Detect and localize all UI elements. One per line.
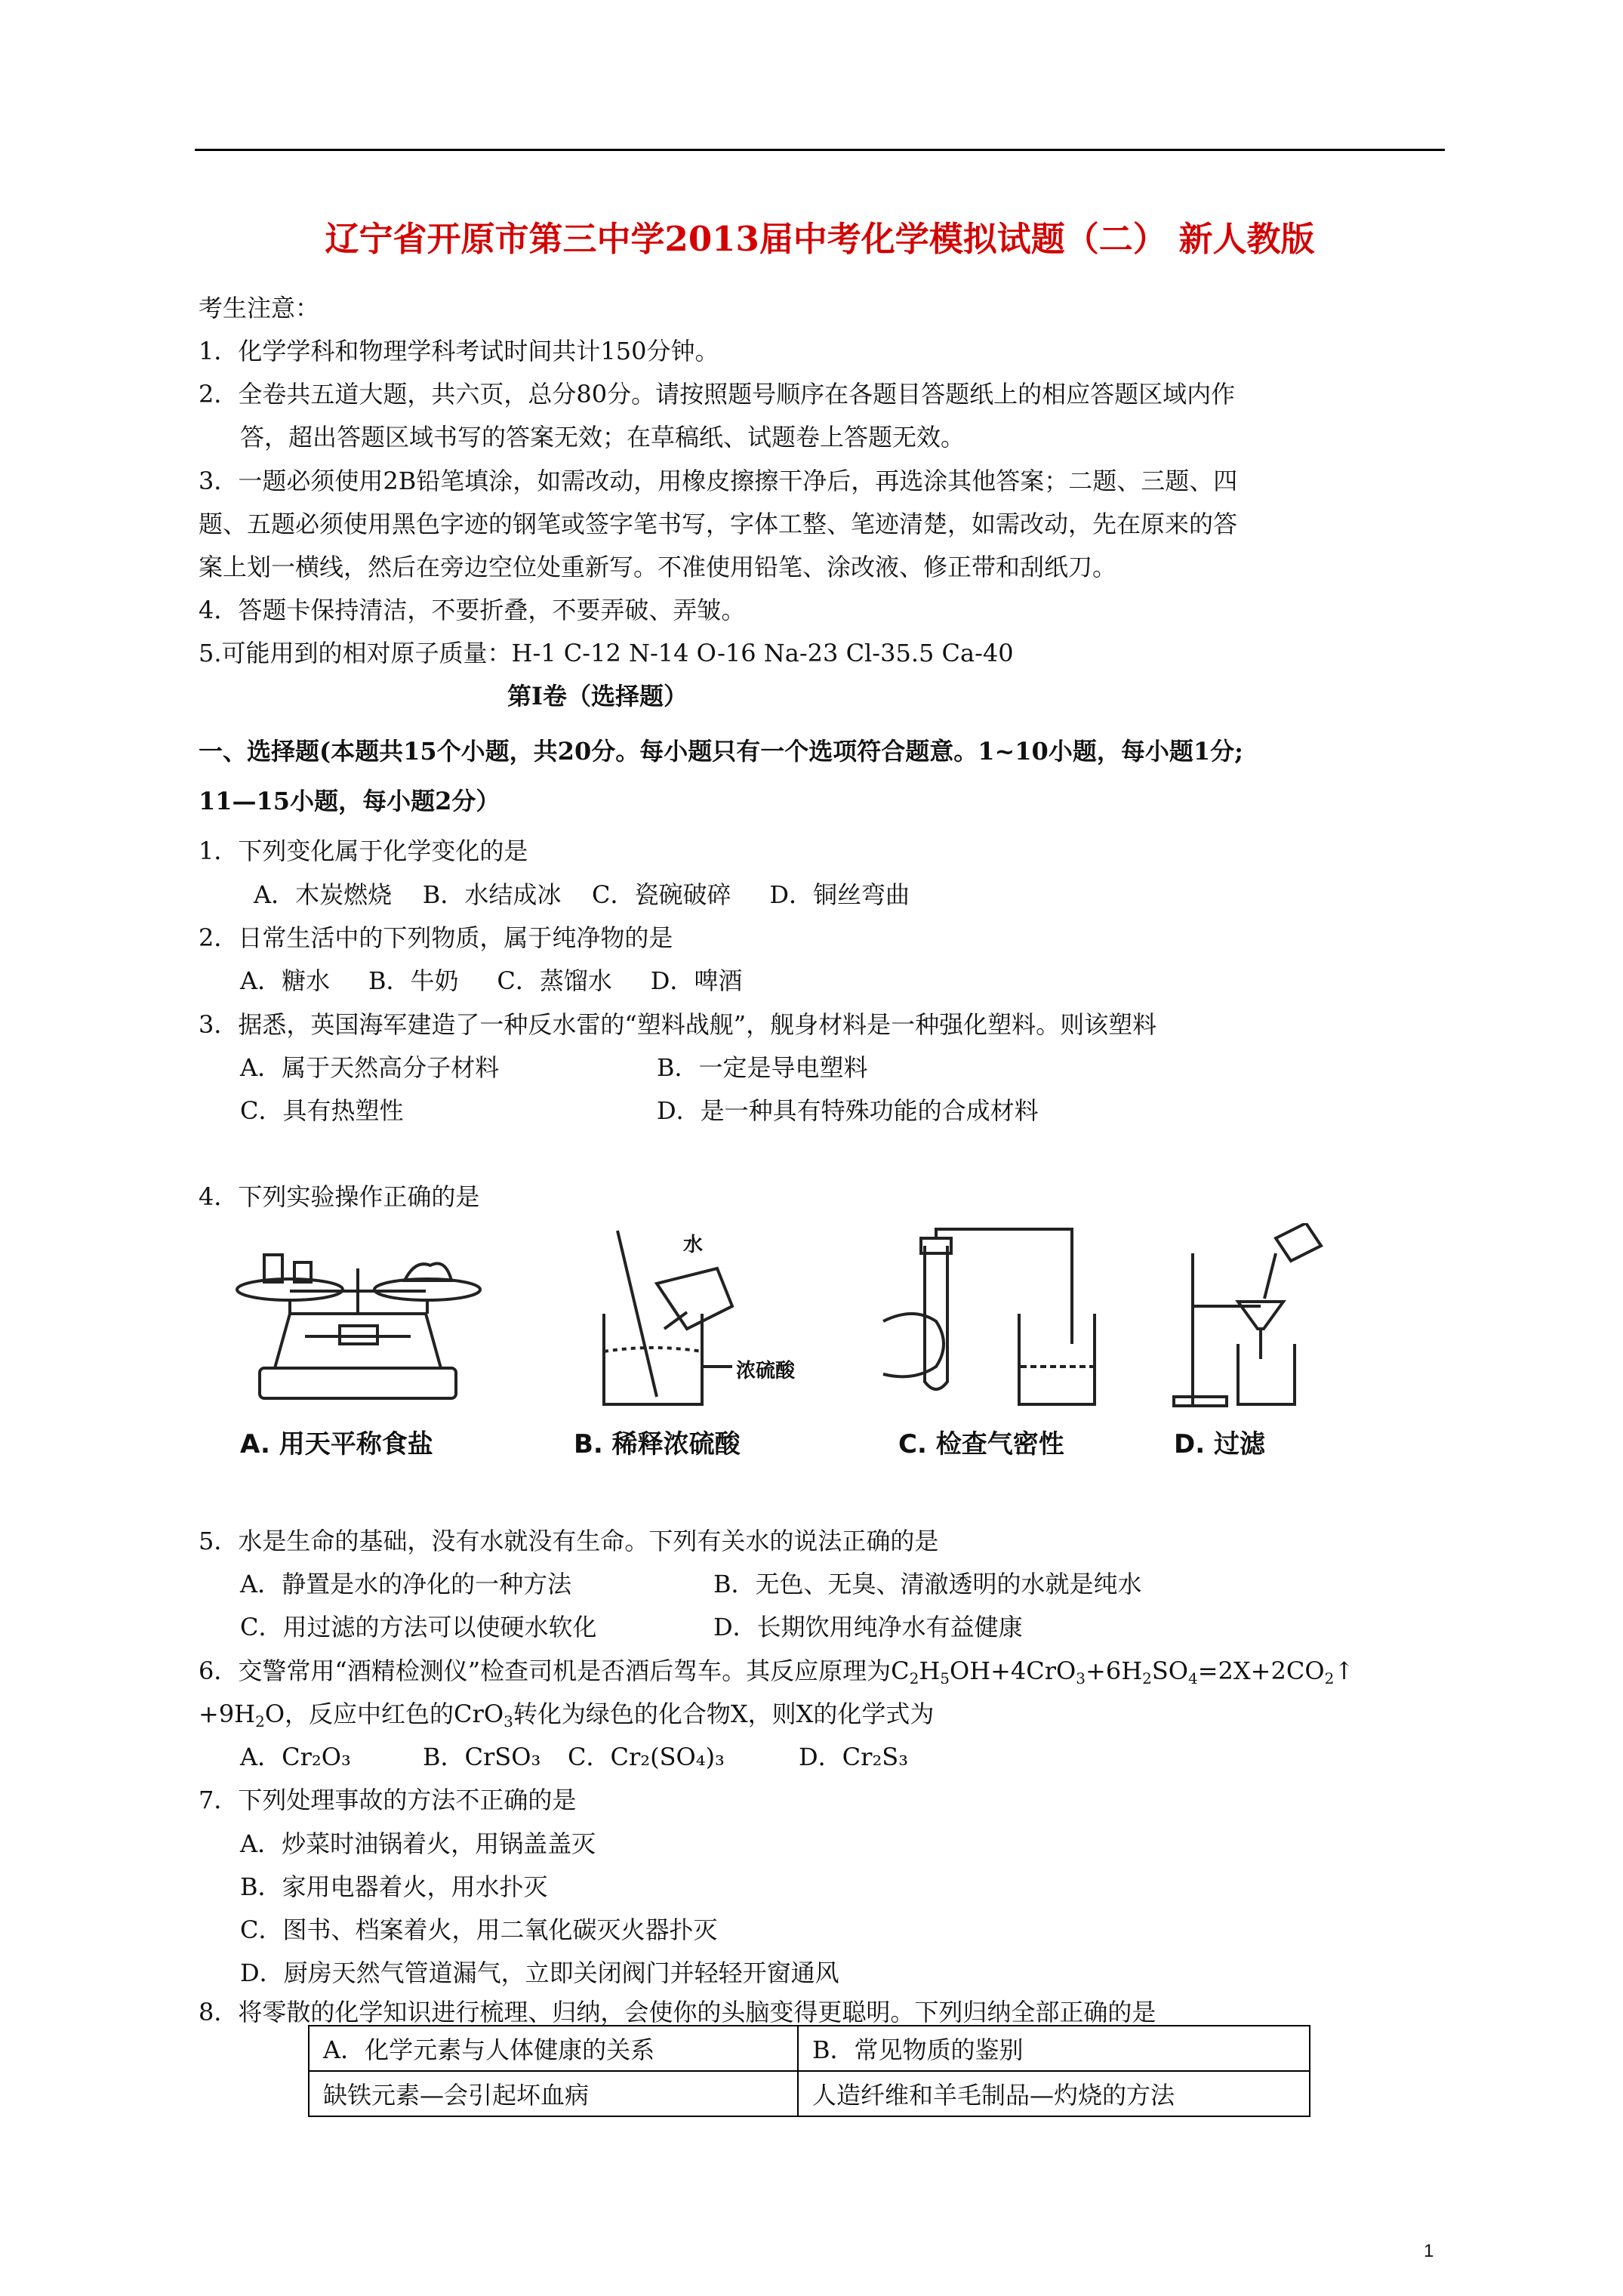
airtightness-check-illustration — [868, 1223, 1117, 1412]
q6-equation-reactants: $C_2H_5OH+4CrO_3+6H_2SO_4=2X+2CO_2↑$ — [891, 1657, 1355, 1687]
q1-options: A．木炭燃烧 B．水结成冰 C．瓷碗破碎 D．铜丝弯曲 — [254, 880, 910, 909]
q5-option-a: A．静置是水的净化的一种方法 — [240, 1570, 572, 1598]
q3-option-c: C．具有热塑性 — [240, 1096, 404, 1125]
notice-2a: 2．全卷共五道大题，共六页，总分80分。请按照题号顺序在各题目答题纸上的相应答题区域内作 — [199, 380, 1236, 408]
q7-option-c: C．图书、档案着火，用二氧化碳灭火器扑灭 — [240, 1915, 718, 1944]
filtration-illustration — [1163, 1223, 1336, 1412]
q6-option-b: B．CrSO₃ — [423, 1743, 541, 1771]
q5-stem: 5．水是生命的基础，没有水就没有生命。下列有关水的说法正确的是 — [199, 1527, 939, 1555]
q3-option-b: B．一定是导电塑料 — [657, 1053, 868, 1082]
label-water: 水 — [683, 1234, 704, 1256]
label-concentrated-acid: 浓硫酸 — [736, 1360, 796, 1382]
q4-caption-b: B. 稀释浓硫酸 — [574, 1429, 741, 1459]
notice-3b: 题、五题必须使用黑色字迹的钢笔或签字笔书写，字体工整、笔迹清楚，如需改动，先在原来的答 — [199, 510, 1238, 538]
part1-instruction-1: 一、选择题(本题共15个小题，共20分。每小题只有一个选项符合题意。1~10小题，每小题1分; — [199, 737, 1243, 766]
q4-caption-d: D. 过滤 — [1174, 1429, 1265, 1459]
q6-stem-mid: ，反应中红色的CrO — [285, 1700, 504, 1728]
part1-instruction-2: 11—15小题，每小题2分） — [199, 787, 500, 815]
q8-stem: 8．将零散的化学知识进行梳理、归纳，会使你的头脑变得更聪明。下列归纳全部正确的是 — [199, 1998, 1156, 2026]
q6-sub-3: 3 — [504, 1712, 513, 1730]
notice-1: 1．化学学科和物理学科考试时间共计150分钟。 — [199, 337, 719, 365]
q8-cell-b-1: 人造纤维和羊毛制品—灼烧的方法 — [798, 2071, 1310, 2116]
q4-caption-a: A. 用天平称食盐 — [240, 1429, 433, 1459]
q2-options: A．糖水 B．牛奶 C．蒸馏水 D．啤酒 — [240, 966, 743, 995]
q7-option-a: A．炒菜时油锅着火，用锅盖盖灭 — [240, 1829, 596, 1858]
q5-option-d: D．长期饮用纯净水有益健康 — [713, 1613, 1023, 1641]
table-row — [309, 2026, 1310, 2071]
q6-option-a: A．Cr₂O₃ — [240, 1743, 351, 1771]
section-title: 第Ⅰ卷（选择题） — [507, 682, 688, 710]
q6-stem-text: 6．交警常用“酒精检测仪”检查司机是否酒后驾车。其反应原理为 — [199, 1657, 892, 1685]
balance-illustration — [226, 1223, 498, 1412]
q7-option-d: D．厨房天然气管道漏气，立即关闭阀门并轻轻开窗通风 — [240, 1959, 839, 1987]
q6-option-c: C．Cr₂(SO₄)₃ — [568, 1743, 725, 1771]
page-title: 辽宁省开原市第三中学2013届中考化学模拟试题（二） 新人教版 — [325, 219, 1315, 259]
notice-5: 5.可能用到的相对原子质量：H-1 C-12 N-14 O-16 Na-23 Cl-35.5 Ca-40 — [199, 639, 1014, 667]
notice-3a: 3．一题必须使用2B铅笔填涂，如需改动，用橡皮擦擦干净后，再选涂其他答案；二题、三题、四 — [199, 467, 1238, 495]
q7-stem: 7．下列处理事故的方法不正确的是 — [199, 1786, 577, 1814]
notice-4: 4．答题卡保持清洁，不要折叠，不要弄破、弄皱。 — [199, 596, 746, 624]
page-number: 1 — [1424, 2241, 1434, 2261]
q6-stem-end: 转化为绿色的化合物X，则X的化学式为 — [513, 1700, 935, 1728]
q4-stem: 4．下列实验操作正确的是 — [199, 1182, 480, 1211]
q2-stem: 2．日常生活中的下列物质，属于纯净物的是 — [199, 923, 673, 952]
header-rule — [195, 149, 1445, 151]
q4-caption-c: C. 检查气密性 — [898, 1429, 1064, 1459]
q6-stem-line2 — [199, 1695, 934, 1730]
table-row — [309, 2071, 1310, 2116]
notice-3c: 案上划一横线，然后在旁边空位处重新写。不准使用铅笔、涂改液、修正带和刮纸刀。 — [199, 553, 1117, 581]
q8-cell-a-header: A．化学元素与人体健康的关系 — [309, 2026, 798, 2071]
q5-option-c: C．用过滤的方法可以使硬水软化 — [240, 1613, 597, 1641]
q7-option-b: B．家用电器着火，用水扑灭 — [240, 1872, 548, 1901]
q8-table — [308, 2025, 1310, 2117]
q8-cell-a-1: 缺铁元素—会引起坏血病 — [309, 2071, 798, 2116]
q6-stem-line1 — [199, 1652, 1354, 1687]
q1-stem: 1．下列变化属于化学变化的是 — [199, 837, 528, 865]
q6-option-d: D．Cr₂S₃ — [799, 1743, 909, 1771]
q6-equation-water: $+9H_2O$ — [199, 1700, 285, 1730]
q3-option-d: D．是一种具有特殊功能的合成材料 — [657, 1096, 1039, 1125]
notice-heading: 考生注意： — [199, 294, 320, 322]
notice-2b: 答，超出答题区域书写的答案无效；在草稿纸、试题卷上答题无效。 — [240, 423, 965, 451]
q8-cell-b-header: B．常见物质的鉴别 — [798, 2026, 1310, 2071]
q3-option-a: A．属于天然高分子材料 — [240, 1053, 500, 1082]
q3-stem: 3．据悉，英国海军建造了一种反水雷的“塑料战舰”，舰身材料是一种强化塑料。则该塑料 — [199, 1010, 1157, 1039]
q5-option-b: B．无色、无臭、清澈透明的水就是纯水 — [713, 1570, 1142, 1598]
